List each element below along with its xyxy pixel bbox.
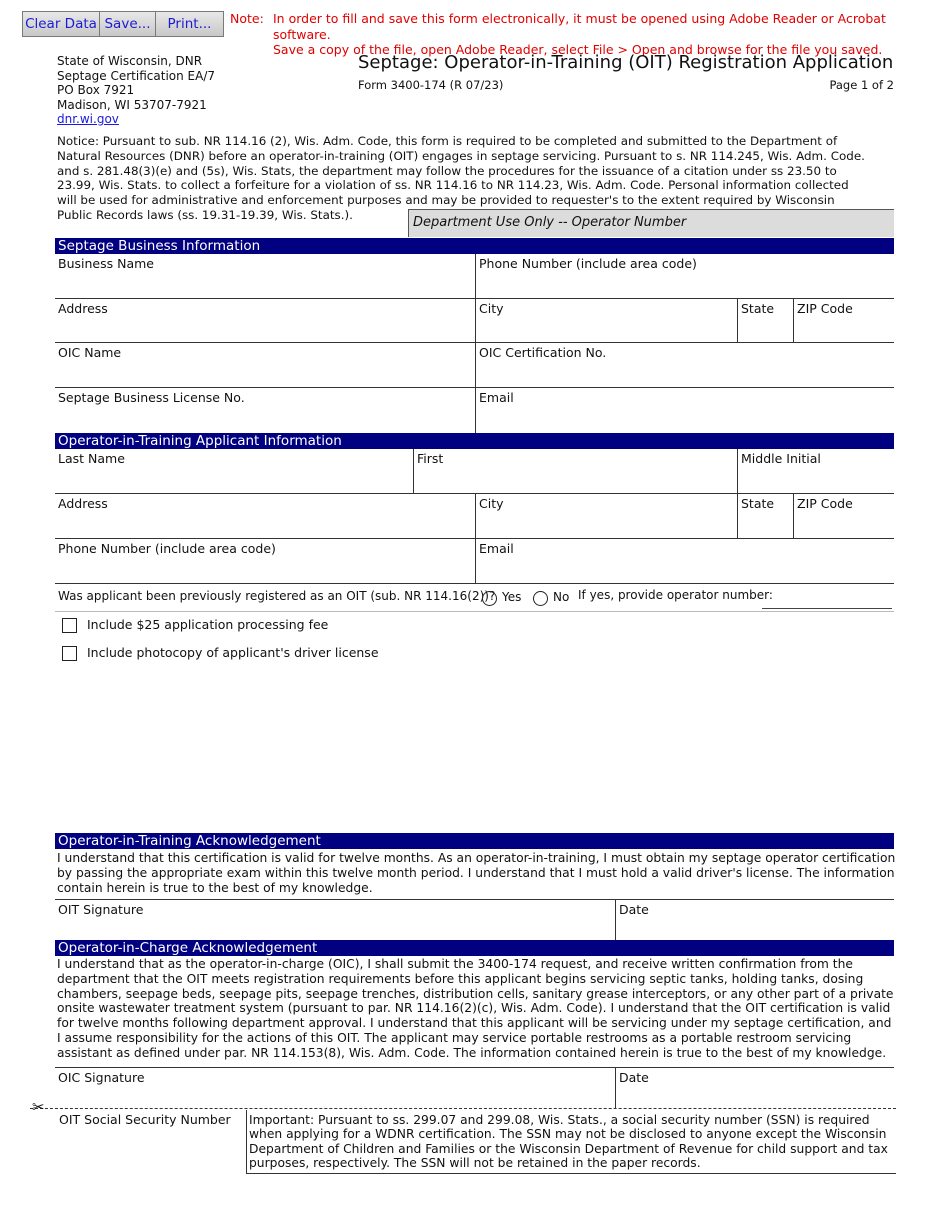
scissors-icon: ✂ xyxy=(32,1098,45,1116)
oic-date-field[interactable] xyxy=(615,1068,894,1108)
previous-oit-no-label: No xyxy=(553,590,570,604)
agency-line-3: PO Box 7921 xyxy=(57,83,135,97)
agency-line-2: Septage Certification EA/7 xyxy=(57,68,216,83)
section-oic-ack-heading: Operator-in-Charge Acknowledgement xyxy=(55,940,894,956)
previous-oit-no-radio[interactable] xyxy=(533,591,548,606)
oit-signature-label: OIT Signature xyxy=(58,902,144,917)
applicant-address-label: Address xyxy=(58,496,108,511)
agency-address xyxy=(57,54,215,127)
business-license-field[interactable] xyxy=(55,388,475,433)
business-phone-label: Phone Number (include area code) xyxy=(479,256,697,271)
section-oit-ack-heading: Operator-in-Training Acknowledgement xyxy=(55,833,894,849)
oit-date-label: Date xyxy=(619,902,649,917)
business-email-field[interactable] xyxy=(475,388,894,433)
business-state-label: State xyxy=(741,301,775,316)
applicant-zip-label: ZIP Code xyxy=(797,496,853,511)
applicant-email-field[interactable] xyxy=(475,539,894,584)
business-city-label: City xyxy=(479,301,504,316)
business-address-field[interactable] xyxy=(55,299,475,343)
applicant-middle-initial-label: Middle Initial xyxy=(741,451,821,466)
section-applicant-heading: Operator-in-Training Applicant Information xyxy=(55,433,894,449)
note-text xyxy=(273,11,913,58)
applicant-phone-label: Phone Number (include area code) xyxy=(58,541,276,556)
agency-line-1: State of Wisconsin, DNR xyxy=(57,54,203,68)
fee-checkbox[interactable] xyxy=(62,618,77,633)
previous-oit-yes-label: Yes xyxy=(502,590,522,604)
oic-name-label: OIC Name xyxy=(58,345,122,360)
note-line-2: Save a copy of the file, open Adobe Reader, select File > Open and browse for the file you saved. xyxy=(273,42,883,57)
print-button[interactable]: Print... xyxy=(156,11,224,37)
form-toolbar xyxy=(22,11,224,39)
applicant-first-name-label: First xyxy=(417,451,444,466)
business-state-field[interactable] xyxy=(737,299,793,343)
business-zip-label: ZIP Code xyxy=(797,301,853,316)
previous-oit-question: Was applicant been previously registered as an OIT (sub. NR 114.16(2))? xyxy=(58,589,496,603)
note-line-1: In order to fill and save this form electronically, it must be opened using Adobe Reader or Acrobat software. xyxy=(273,11,886,42)
oic-date-label: Date xyxy=(619,1070,649,1085)
license-copy-checkbox-label: Include photocopy of applicant's driver license xyxy=(87,645,379,660)
clear-data-button[interactable]: Clear Data xyxy=(22,11,100,37)
business-zip-field[interactable] xyxy=(793,299,894,343)
applicant-phone-field[interactable] xyxy=(55,539,475,584)
applicant-middle-initial-field[interactable] xyxy=(737,449,894,494)
divider xyxy=(55,611,894,612)
ssn-field[interactable] xyxy=(55,1110,246,1174)
business-license-label: Septage Business License No. xyxy=(58,390,245,405)
applicant-state-label: State xyxy=(741,496,775,511)
license-copy-checkbox[interactable] xyxy=(62,646,77,661)
business-city-field[interactable] xyxy=(475,299,737,343)
business-address-label: Address xyxy=(58,301,108,316)
oic-certification-field[interactable] xyxy=(475,343,894,388)
oit-signature-field[interactable] xyxy=(55,900,615,940)
oit-date-field[interactable] xyxy=(615,900,894,940)
agency-line-4: Madison, WI 53707-7921 xyxy=(57,97,207,112)
applicant-address-field[interactable] xyxy=(55,494,475,539)
previous-oit-yes-radio[interactable] xyxy=(482,591,497,606)
applicant-zip-field[interactable] xyxy=(793,494,894,539)
save-button[interactable]: Save... xyxy=(100,11,156,37)
operator-number-prompt: If yes, provide operator number: xyxy=(578,588,773,602)
form-title: Septage: Operator-in-Training (OIT) Registration Application xyxy=(358,52,894,73)
applicant-last-name-field[interactable] xyxy=(55,449,413,494)
cut-line xyxy=(30,1108,896,1109)
form-number: Form 3400-174 (R 07/23) xyxy=(358,78,504,92)
business-email-label: Email xyxy=(479,390,514,405)
business-name-label: Business Name xyxy=(58,256,154,271)
oic-name-field[interactable] xyxy=(55,343,475,388)
applicant-city-label: City xyxy=(479,496,504,511)
business-phone-field[interactable] xyxy=(475,254,894,299)
agency-website-link[interactable]: dnr.wi.gov xyxy=(57,112,119,126)
page-indicator: Page 1 of 2 xyxy=(829,78,894,92)
oic-signature-label: OIC Signature xyxy=(58,1070,145,1085)
business-name-field[interactable] xyxy=(55,254,475,299)
notice-paragraph: Notice: Pursuant to sub. NR 114.16 (2), Wis. Adm. Code, this form is required to be completed and submitted to the Department of Natural Resources (DNR) before an operator-in-training (OIT) engages in septage servicing. Pursuant to s. NR 114.245, Wis. Adm. Code. and s. 281.48(3)(e) and (5s), Wis. Stats, the department may follow the procedures for the issuance of a citation under ss 23.50 to 23.99, Wis. Stats. to collect a forfeiture for a violation of ss. NR 114.16 to NR 114.23, Wis. Adm. Code. Personal information collected will be used for administrative and enforcement purposes and may be provided to requester's to the extent required by Wisconsin Public Records laws (ss. 19.31-19.39, Wis. Stats.). xyxy=(57,134,865,222)
dept-use-operator-number-field[interactable]: Department Use Only -- Operator Number xyxy=(408,209,894,237)
oit-ack-text: I understand that this certification is valid for twelve months. As an operator-in-training, I must obtain my septage operator certification by passing the appropriate exam within this twelve month period. I understand that I must hold a valid driver's license. The information contain herein is true to the best of my knowledge. xyxy=(57,851,896,895)
note-label: Note: xyxy=(230,11,264,26)
applicant-state-field[interactable] xyxy=(737,494,793,539)
section-business-heading: Septage Business Information xyxy=(55,238,894,254)
ssn-important-notice: Important: Pursuant to ss. 299.07 and 299.08, Wis. Stats., a social security number (SSN) is required when applying for a WDNR certification. The SSN may not be disclosed to anyone except the Wisconsin Department of Children and Families or the Wisconsin Department of Revenue for child support and tax purposes, respectively. The SSN will not be retained in the paper records. xyxy=(246,1110,896,1174)
oic-ack-text: I understand that as the operator-in-charge (OIC), I shall submit the 3400-174 request, and receive written confirmation from the department that the OIT meets registration requirements before this applicant begins servicing septic tanks, holding tanks, dosing chambers, seepage beds, seepage pits, seepage trenches, distribution cells, sanitary grease interceptors, or any other part of a private onsite wastewater treatment system (pursuant to par. NR 114.16(2)(c), Wis. Adm. Code). I understand that the OIT certification is valid for twelve months following department approval. I understand that this applicant will be servicing under my septage certification, and I assume responsibility for the actions of this OIT. The applicant may service portable restrooms as a portable restroom servicing assistant as defined under par. NR 114.153(8), Wis. Adm. Code. The information contained herein is true to the best of my knowledge. xyxy=(57,957,894,1060)
operator-number-input[interactable] xyxy=(762,608,892,609)
oic-signature-field[interactable] xyxy=(55,1068,615,1108)
oic-certification-label: OIC Certification No. xyxy=(479,345,607,360)
applicant-city-field[interactable] xyxy=(475,494,737,539)
fee-checkbox-label: Include $25 application processing fee xyxy=(87,617,329,632)
ssn-label: OIT Social Security Number xyxy=(59,1112,231,1127)
applicant-last-name-label: Last Name xyxy=(58,451,125,466)
applicant-email-label: Email xyxy=(479,541,514,556)
applicant-first-name-field[interactable] xyxy=(413,449,737,494)
